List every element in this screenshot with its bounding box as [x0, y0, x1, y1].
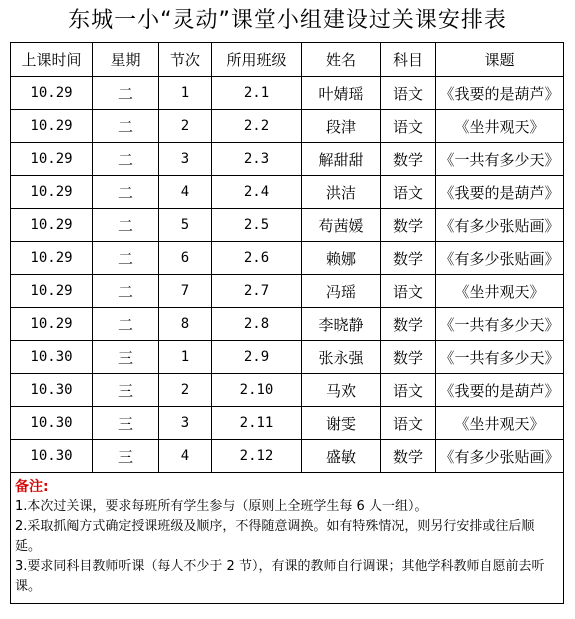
header-row [11, 43, 564, 77]
cell-weekday: 三 [93, 440, 159, 473]
header-period: 节次 [159, 43, 212, 77]
cell-name: 张永强 [302, 341, 381, 374]
note-item-1: 1.本次过关课，要求每班所有学生参与（原则上全班学生每 6 人一组）。 [15, 499, 428, 514]
header-name: 姓名 [302, 43, 381, 77]
table-row [11, 407, 564, 440]
cell-date: 10.29 [11, 242, 93, 275]
header-class: 所用班级 [212, 43, 302, 77]
cell-weekday: 三 [93, 341, 159, 374]
cell-subject: 数学 [381, 143, 436, 176]
cell-date: 10.29 [11, 110, 93, 143]
cell-name: 解甜甜 [302, 143, 381, 176]
cell-name: 叶婧瑶 [302, 77, 381, 110]
cell-date: 10.29 [11, 77, 93, 110]
cell-class: 2.10 [212, 374, 302, 407]
cell-weekday: 三 [93, 374, 159, 407]
table-row [11, 440, 564, 473]
cell-topic: 《有多少张贴画》 [436, 242, 564, 275]
cell-date: 10.29 [11, 275, 93, 308]
notes-row [11, 473, 564, 604]
table-row [11, 176, 564, 209]
cell-period: 1 [159, 77, 212, 110]
cell-subject: 语文 [381, 77, 436, 110]
cell-period: 4 [159, 440, 212, 473]
cell-period: 1 [159, 341, 212, 374]
cell-weekday: 二 [93, 308, 159, 341]
header-topic: 课题 [436, 43, 564, 77]
table-row [11, 341, 564, 374]
cell-period: 5 [159, 209, 212, 242]
cell-weekday: 二 [93, 143, 159, 176]
notes-title: 备注: [15, 479, 49, 495]
cell-class: 2.6 [212, 242, 302, 275]
cell-subject: 数学 [381, 209, 436, 242]
cell-subject: 语文 [381, 275, 436, 308]
table-row [11, 275, 564, 308]
cell-class: 2.3 [212, 143, 302, 176]
cell-name: 洪洁 [302, 176, 381, 209]
cell-period: 2 [159, 374, 212, 407]
cell-date: 10.29 [11, 308, 93, 341]
cell-topic: 《一共有多少天》 [436, 341, 564, 374]
cell-topic: 《坐井观天》 [436, 110, 564, 143]
cell-weekday: 二 [93, 275, 159, 308]
cell-period: 6 [159, 242, 212, 275]
note-item-2: 2.采取抓阄方式确定授课班级及顺序，不得随意调换。如有特殊情况，则另行安排或往后顺延。 [15, 519, 535, 554]
cell-date: 10.30 [11, 440, 93, 473]
cell-subject: 语文 [381, 110, 436, 143]
cell-class: 2.5 [212, 209, 302, 242]
cell-date: 10.30 [11, 407, 93, 440]
table-row [11, 143, 564, 176]
cell-subject: 语文 [381, 407, 436, 440]
notes-cell [11, 473, 564, 604]
cell-topic: 《我要的是葫芦》 [436, 374, 564, 407]
table-row [11, 77, 564, 110]
cell-period: 2 [159, 110, 212, 143]
cell-class: 2.9 [212, 341, 302, 374]
page-title: 东城一小“灵动”课堂小组建设过关课安排表 [68, 8, 507, 33]
table-row [11, 242, 564, 275]
cell-name: 谢雯 [302, 407, 381, 440]
cell-subject: 数学 [381, 440, 436, 473]
cell-class: 2.2 [212, 110, 302, 143]
cell-period: 8 [159, 308, 212, 341]
cell-topic: 《我要的是葫芦》 [436, 77, 564, 110]
cell-subject: 语文 [381, 176, 436, 209]
cell-subject: 数学 [381, 242, 436, 275]
schedule-table [10, 42, 564, 604]
cell-name: 段津 [302, 110, 381, 143]
cell-date: 10.29 [11, 176, 93, 209]
cell-weekday: 二 [93, 110, 159, 143]
cell-topic: 《我要的是葫芦》 [436, 176, 564, 209]
cell-class: 2.8 [212, 308, 302, 341]
cell-subject: 数学 [381, 308, 436, 341]
cell-weekday: 二 [93, 176, 159, 209]
cell-period: 3 [159, 143, 212, 176]
header-weekday: 星期 [93, 43, 159, 77]
cell-weekday: 二 [93, 77, 159, 110]
cell-topic: 《一共有多少天》 [436, 308, 564, 341]
cell-name: 李晓静 [302, 308, 381, 341]
cell-class: 2.4 [212, 176, 302, 209]
cell-weekday: 三 [93, 407, 159, 440]
cell-weekday: 二 [93, 242, 159, 275]
cell-topic: 《有多少张贴画》 [436, 440, 564, 473]
cell-topic: 《一共有多少天》 [436, 143, 564, 176]
cell-weekday: 二 [93, 209, 159, 242]
table-row [11, 110, 564, 143]
cell-name: 冯瑶 [302, 275, 381, 308]
cell-period: 4 [159, 176, 212, 209]
cell-name: 盛敏 [302, 440, 381, 473]
cell-date: 10.29 [11, 143, 93, 176]
cell-topic: 《坐井观天》 [436, 407, 564, 440]
cell-class: 2.11 [212, 407, 302, 440]
cell-date: 10.30 [11, 374, 93, 407]
header-subject: 科目 [381, 43, 436, 77]
cell-class: 2.1 [212, 77, 302, 110]
table-row [11, 374, 564, 407]
cell-class: 2.12 [212, 440, 302, 473]
cell-period: 7 [159, 275, 212, 308]
cell-name: 苟茜媛 [302, 209, 381, 242]
cell-date: 10.30 [11, 341, 93, 374]
cell-date: 10.29 [11, 209, 93, 242]
cell-topic: 《坐井观天》 [436, 275, 564, 308]
cell-subject: 数学 [381, 341, 436, 374]
cell-subject: 语文 [381, 374, 436, 407]
cell-name: 赖娜 [302, 242, 381, 275]
cell-topic: 《有多少张贴画》 [436, 209, 564, 242]
table-row [11, 308, 564, 341]
note-item-3: 3.要求同科目教师听课（每人不少于 2 节），有课的教师自行调课；其他学科教师自愿前去听课。 [15, 559, 545, 594]
table-row [11, 209, 564, 242]
cell-class: 2.7 [212, 275, 302, 308]
header-date: 上课时间 [11, 43, 93, 77]
cell-period: 3 [159, 407, 212, 440]
cell-name: 马欢 [302, 374, 381, 407]
